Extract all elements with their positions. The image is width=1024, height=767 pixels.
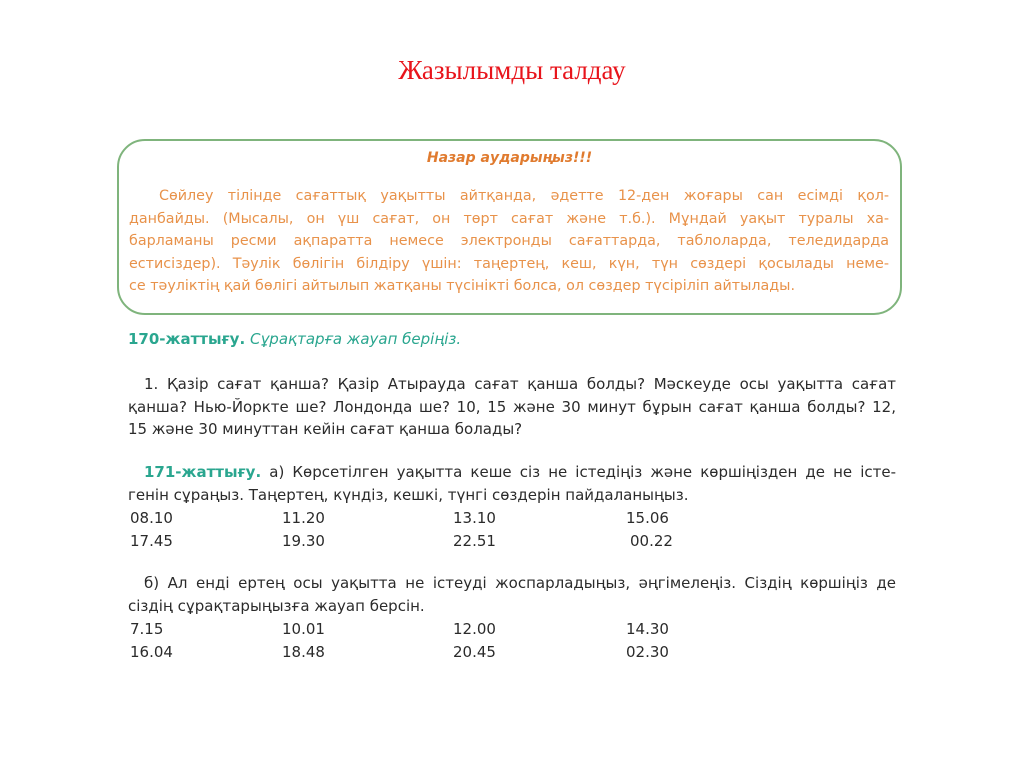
time-value: 18.48 xyxy=(282,642,325,661)
exercise-170-instruction: Сұрақтарға жауап беріңіз. xyxy=(249,330,462,348)
time-value: 13.10 xyxy=(453,509,496,527)
time-value: 7.15 xyxy=(130,620,164,638)
time-value: 08.10 xyxy=(130,509,173,527)
time-value: 00.22 xyxy=(630,531,673,550)
time-value: 22.51 xyxy=(453,531,496,550)
time-value: 15.06 xyxy=(626,509,669,527)
exercise-171-label: 171-жаттығу. xyxy=(144,463,262,481)
notice-text xyxy=(129,185,889,298)
time-value: 17.45 xyxy=(130,531,173,550)
time-value: 10.01 xyxy=(282,620,325,638)
exercise-171-part-a xyxy=(128,461,896,506)
exercise-170-line: 15 және 30 минуттан кейін сағат қанша болады? xyxy=(128,420,523,438)
notice-line: барламаны ресми ақпаратта немесе электронды сағаттарда, таблоларда, теледидарда xyxy=(129,233,889,249)
exercise-171-a-line2: генін сұраңыз. Таңертең, күндіз, кешкі, түнгі сөздерін пайдаланыңыз. xyxy=(128,485,689,504)
time-value: 16.04 xyxy=(130,642,173,661)
exercise-170-line: 1. Қазір сағат қанша? Қазір Атырауда сағат қанша болды? Мәскеуде осы уақытта сағат xyxy=(144,375,896,393)
notice-line: се тәуліктің қай бөлігі айтылып жатқаны түсінікті болса, ол сөздер түсіріліп айтылады. xyxy=(129,278,796,294)
exercise-171-a-line1 xyxy=(128,461,896,484)
exercise-171-a-text: а) Көрсетілген уақытта кеше сіз не істедіңіз және көршіңізден де не істе- xyxy=(269,463,896,481)
time-value: 19.30 xyxy=(282,531,325,550)
time-value: 14.30 xyxy=(626,620,669,638)
exercise-171-part-b xyxy=(128,572,896,617)
notice-box xyxy=(117,139,902,315)
notice-line: естисіздер). Тәулік бөлігін білдіру үшін: таңертең, кеш, күн, түн сөздері қосылады неме- xyxy=(129,255,889,272)
time-value: 02.30 xyxy=(626,642,669,661)
time-value: 11.20 xyxy=(282,509,325,527)
exercise-170-body xyxy=(128,373,896,441)
exercise-170-line: қанша? Нью-Йоркте ше? Лондонда ше? 10, 15 және 30 минут бұрын сағат қанша болды? 12, xyxy=(128,397,896,416)
time-value: 20.45 xyxy=(453,642,496,661)
exercise-171-b-line: б) Ал енді ертең осы уақытта не істеуді жоспарладыңыз, әңгімелеңіз. Сіздің көршіңіз де xyxy=(144,574,896,592)
exercise-170-heading xyxy=(128,330,896,348)
notice-heading: Назар аударыңыз!!! xyxy=(426,150,593,166)
exercise-170-label: 170-жаттығу. xyxy=(128,330,246,348)
slide-title: Жазылымды талдау xyxy=(398,55,626,85)
exercise-171-b-line: сіздің сұрақтарыңызға жауап берсін. xyxy=(128,596,425,615)
notice-line: данбайды. (Мысалы, он үш сағат, он төрт сағат және т.б.). Мұндай уақыт туралы ха- xyxy=(129,210,889,227)
notice-line: Сөйлеу тілінде сағаттық уақытты айтқанда, әдетте 12-ден жоғары сан есімді қол- xyxy=(159,188,889,204)
time-value: 12.00 xyxy=(453,620,496,638)
